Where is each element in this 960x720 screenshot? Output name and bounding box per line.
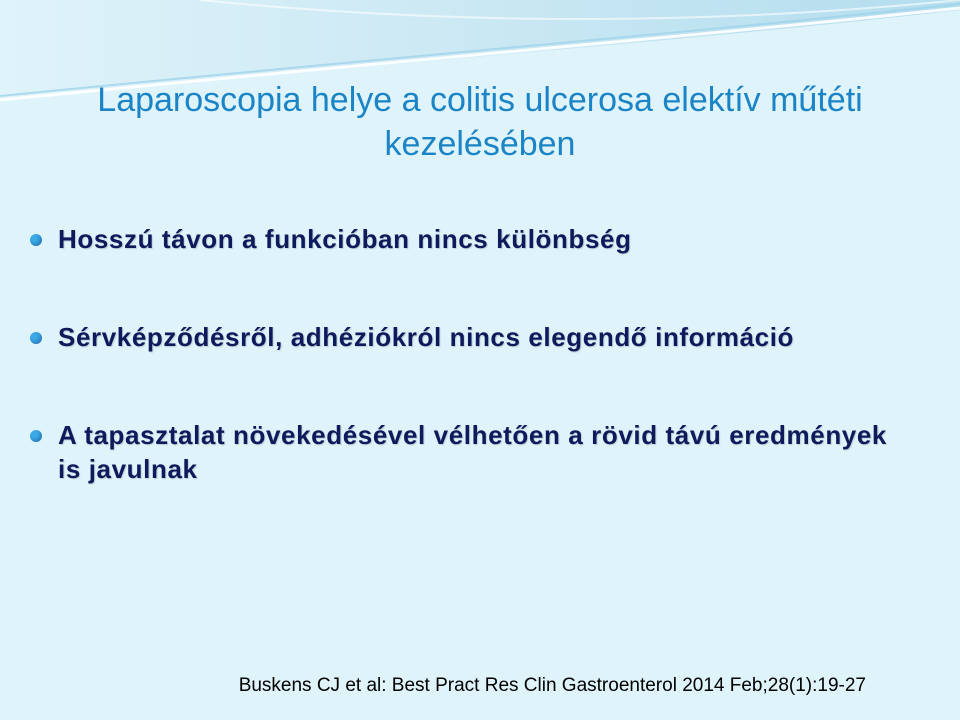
citation: Buskens CJ et al: Best Pract Res Clin Gastroenterol 2014 Feb;28(1):19-27	[238, 675, 866, 696]
bullet-item	[30, 222, 910, 256]
bullet-list	[30, 222, 910, 486]
bullet-text: A tapasztalat növekedésével vélhetően a rövid távú eredmények is javulnak	[58, 420, 887, 484]
bullet-text: Sérvképződésről, adhéziókról nincs elegendő információ	[58, 322, 795, 352]
bullet-dot-icon	[30, 430, 42, 442]
bullet-item	[30, 418, 910, 486]
slide-title: Laparoscopia helye a colitis ulcerosa elektív műtéti kezelésében	[97, 81, 863, 163]
bullet-dot-icon	[30, 234, 42, 246]
bullet-item	[30, 320, 910, 354]
bullet-text: Hosszú távon a funkcióban nincs különbség	[58, 224, 632, 254]
bullet-dot-icon	[30, 332, 42, 344]
